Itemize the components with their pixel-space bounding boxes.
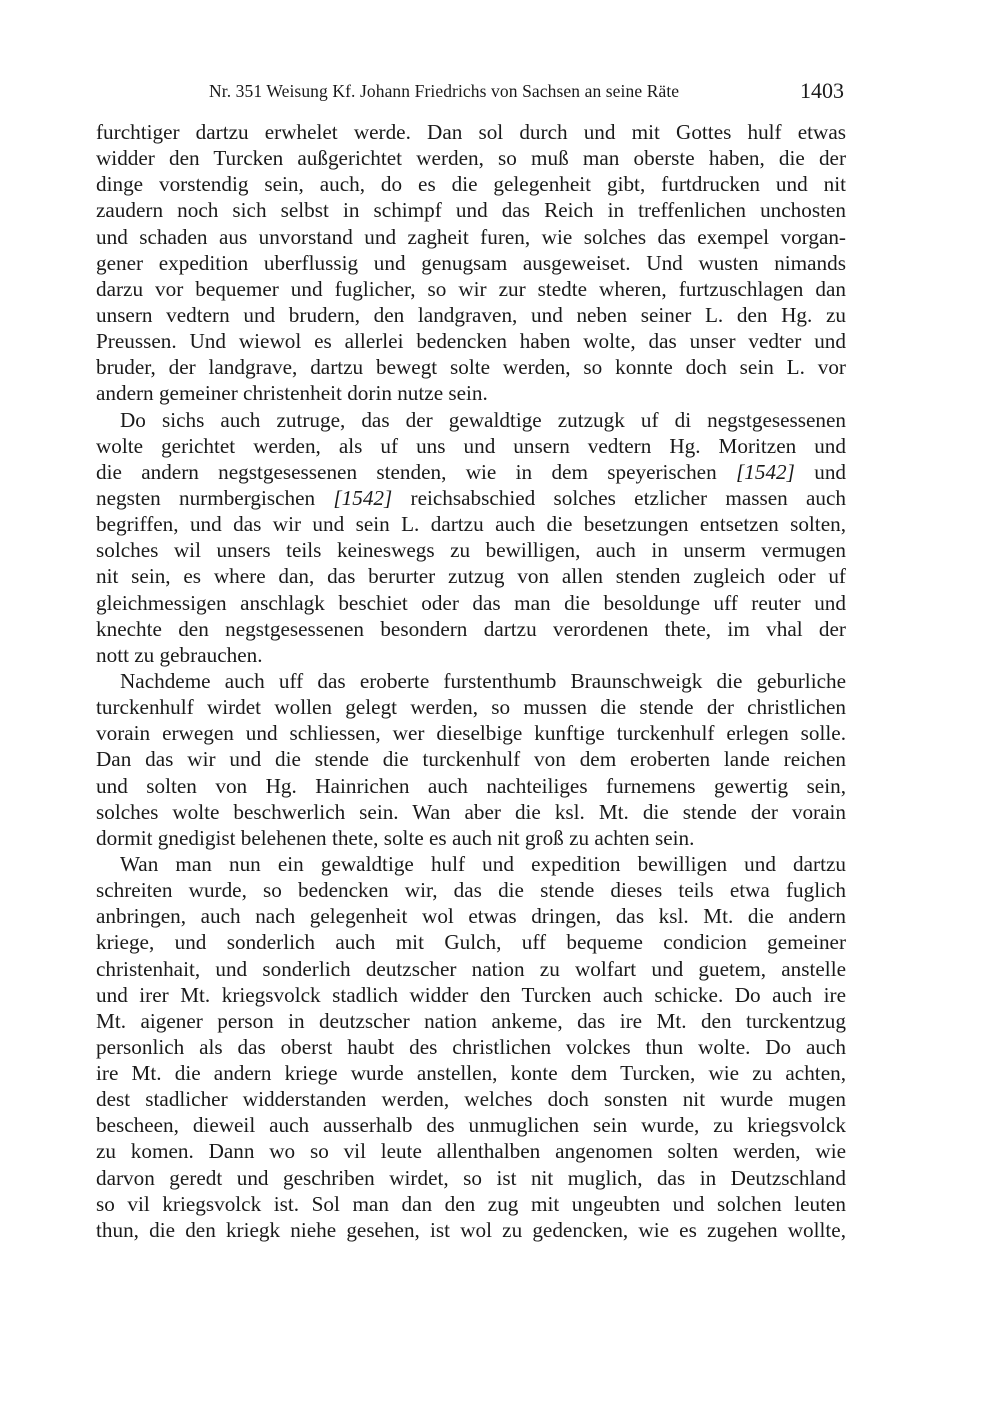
text-line [96,511,846,537]
text-line [96,851,846,877]
line-text: Dan das wir und die stende die turckenhulf von dem eroberten lande reichen [96,747,846,772]
text-line [96,1191,846,1217]
line-text: darzu vor bequemer und fuglicher, so wir zur stedte wheren, furtzuschlagen dan [96,276,846,301]
text-line [96,145,846,171]
text-line [96,537,846,563]
text-line [96,276,846,302]
text-line [96,1008,846,1034]
text-line [96,407,846,433]
text-line [96,877,846,903]
text-line [96,380,846,406]
line-text: Nachdeme auch uff das eroberte furstenthumb Braunschweigk die geburliche [120,668,846,693]
text-line [96,563,846,589]
text-line [96,694,846,720]
text-line [96,302,846,328]
text-line [96,903,846,929]
line-text-continued: und [794,459,846,484]
text-line [96,825,846,851]
line-text: dormit gnedigist belehenen thete, solte es auch nit groß zu achten sein. [96,825,695,850]
line-text-continued: reichsabschied solches etzlicher massen auch [392,485,846,510]
line-text: und irer Mt. kriegsvolck stadlich widder den Turcken auch schicke. Do auch ire [96,982,846,1007]
text-line [96,1165,846,1191]
editorial-date-note: [1542] [736,459,795,484]
text-line [96,799,846,825]
line-text: solches wil unsers teils keineswegs zu bewilligen, auch in unserm vermugen [96,538,846,563]
line-text: bescheen, dieweil auch ausserhalb des unmuglichen sein wurde, zu kriegsvolck [96,1113,846,1138]
text-line [96,433,846,459]
body-text [96,119,846,1243]
text-line [96,1086,846,1112]
line-text: dinge vorstendig sein, auch, do es die gelegenheit gibt, furtdrucken und nit [96,172,846,197]
line-text: thun, die den kriegk niehe gesehen, ist wol zu gedencken, wie es zugehen wollte, [96,1217,846,1242]
line-text: darvon geredt und geschriben wirdet, so ist nit muglich, das in Deutzschland [96,1165,846,1190]
text-line [96,773,846,799]
text-line [96,354,846,380]
text-line [96,982,846,1008]
text-line [96,642,846,668]
line-text: christenhait, und sonderlich deutzscher nation zu wolfart und guetem, anstelle [96,956,846,981]
editorial-date-note: [1542] [333,485,393,510]
line-text: Preussen. Und wiewol es allerlei bedencken haben wolte, das unser vedter und [96,329,846,354]
line-text: Wan man nun ein gewaldtige hulf und expedition bewilligen und dartzu [120,851,846,876]
text-line [96,485,846,511]
text-line [96,1217,846,1243]
text-line [96,956,846,982]
line-text: negsten nurmbergischen [96,485,316,510]
line-text: die andern negstgesessenen stenden, wie in dem speyerischen [96,459,717,484]
text-line [96,328,846,354]
line-text: furchtiger dartzu erwhelet werde. Dan sol durch und mit Gottes hulf etwas [96,120,846,144]
running-header [96,78,846,108]
text-line [96,720,846,746]
line-text: vorain erwegen und schliessen, wer dieselbige kunftige turckenhulf erlegen solle. [96,721,846,746]
line-text: kriege, und sonderlich auch mit Gulch, uff bequeme condicion gemeiner [96,930,846,955]
line-text: Do sichs auch zutruge, das der gewaldtige zutzugk uf di negstgesessenen [120,407,846,432]
text-line [96,1112,846,1138]
line-text: unsern vedtern und brudern, den landgraven, und neben seiner L. den Hg. zu [96,302,846,327]
line-text: turckenhulf wirdet wollen gelegt werden, so mussen die stende der christlichen [96,695,846,720]
line-text: solches wolte beschwerlich sein. Wan aber die ksl. Mt. die stende der vorain [96,799,846,824]
line-text: nit sein, es where dan, das berurter zutzug von allen stenden zugleich oder uf [96,564,846,589]
text-line [96,1060,846,1086]
text-line [96,197,846,223]
text-line [96,616,846,642]
header-title: Nr. 351 Weisung Kf. Johann Friedrichs von Sachsen an seine Räte [209,81,680,101]
text-line [96,668,846,694]
line-text: zu komen. Dann wo so vil leute allenthalben angenomen solten werden, wie [96,1139,846,1164]
line-text: wolte gerichtet werden, als uf uns und unsern vedtern Hg. Moritzen und [96,433,846,458]
line-text: und solten von Hg. Hainrichen auch nachteiliges furnemens gewertig sein, [96,773,846,798]
text-line [96,929,846,955]
text-line [96,250,846,276]
text-line [96,224,846,250]
text-line [96,1138,846,1164]
line-text: gener expedition uberflussig und genugsam ausgeweiset. Und wusten nimands [96,250,846,275]
line-text: und schaden aus unvorstand und zagheit furen, wie solches das exempel vorgan- [96,224,846,249]
line-text: schreiten wurde, so bedencken wir, das die stende dieses teils etwa fuglich [96,878,846,903]
line-text: bruder, der landgrave, dartzu bewegt solte werden, so konnte doch sein L. vor [96,355,846,380]
line-text: gleichmessigen anschlagk beschiet oder das man die besoldunge uff reuter und [96,590,846,615]
text-line [96,746,846,772]
line-text: anbringen, auch nach gelegenheit wol etwas dringen, das ksl. Mt. die andern [96,904,846,929]
text-line [96,590,846,616]
text-line [96,459,846,485]
line-text: so vil kriegsvolck ist. Sol man dan den zug mit ungeubten und solchen leuten [96,1191,846,1216]
line-text: widder den Turcken außgerichtet werden, so muß man oberste haben, die der [96,146,846,171]
line-text: nott zu gebrauchen. [96,642,263,667]
line-text: zaudern noch sich selbst in schimpf und das Reich in treffenlichen unchosten [96,198,846,223]
line-text: dest stadlicher widderstanden werden, welches doch sonsten nit wurde mugen [96,1087,846,1112]
line-text: Mt. aigener person in deutzscher nation ankeme, das ire Mt. den turckentzug [96,1008,846,1033]
text-line [96,119,846,145]
text-line [96,171,846,197]
line-text: personlich als das oberst haubt des christlichen volckes thun wolte. Do auch [96,1034,846,1059]
text-line [96,1034,846,1060]
line-text: begriffen, und das wir und sein L. dartzu auch die besetzungen entsetzen solten, [96,512,846,537]
page-number: 1403 [800,78,844,103]
line-text: ire Mt. die andern kriege wurde anstellen, konte dem Turcken, wie zu achten, [96,1061,846,1086]
line-text: knechte den negstgesessenen besondern dartzu verordenen thete, im vhal der [96,616,846,641]
line-text: andern gemeiner christenheit dorin nutze sein. [96,381,488,406]
